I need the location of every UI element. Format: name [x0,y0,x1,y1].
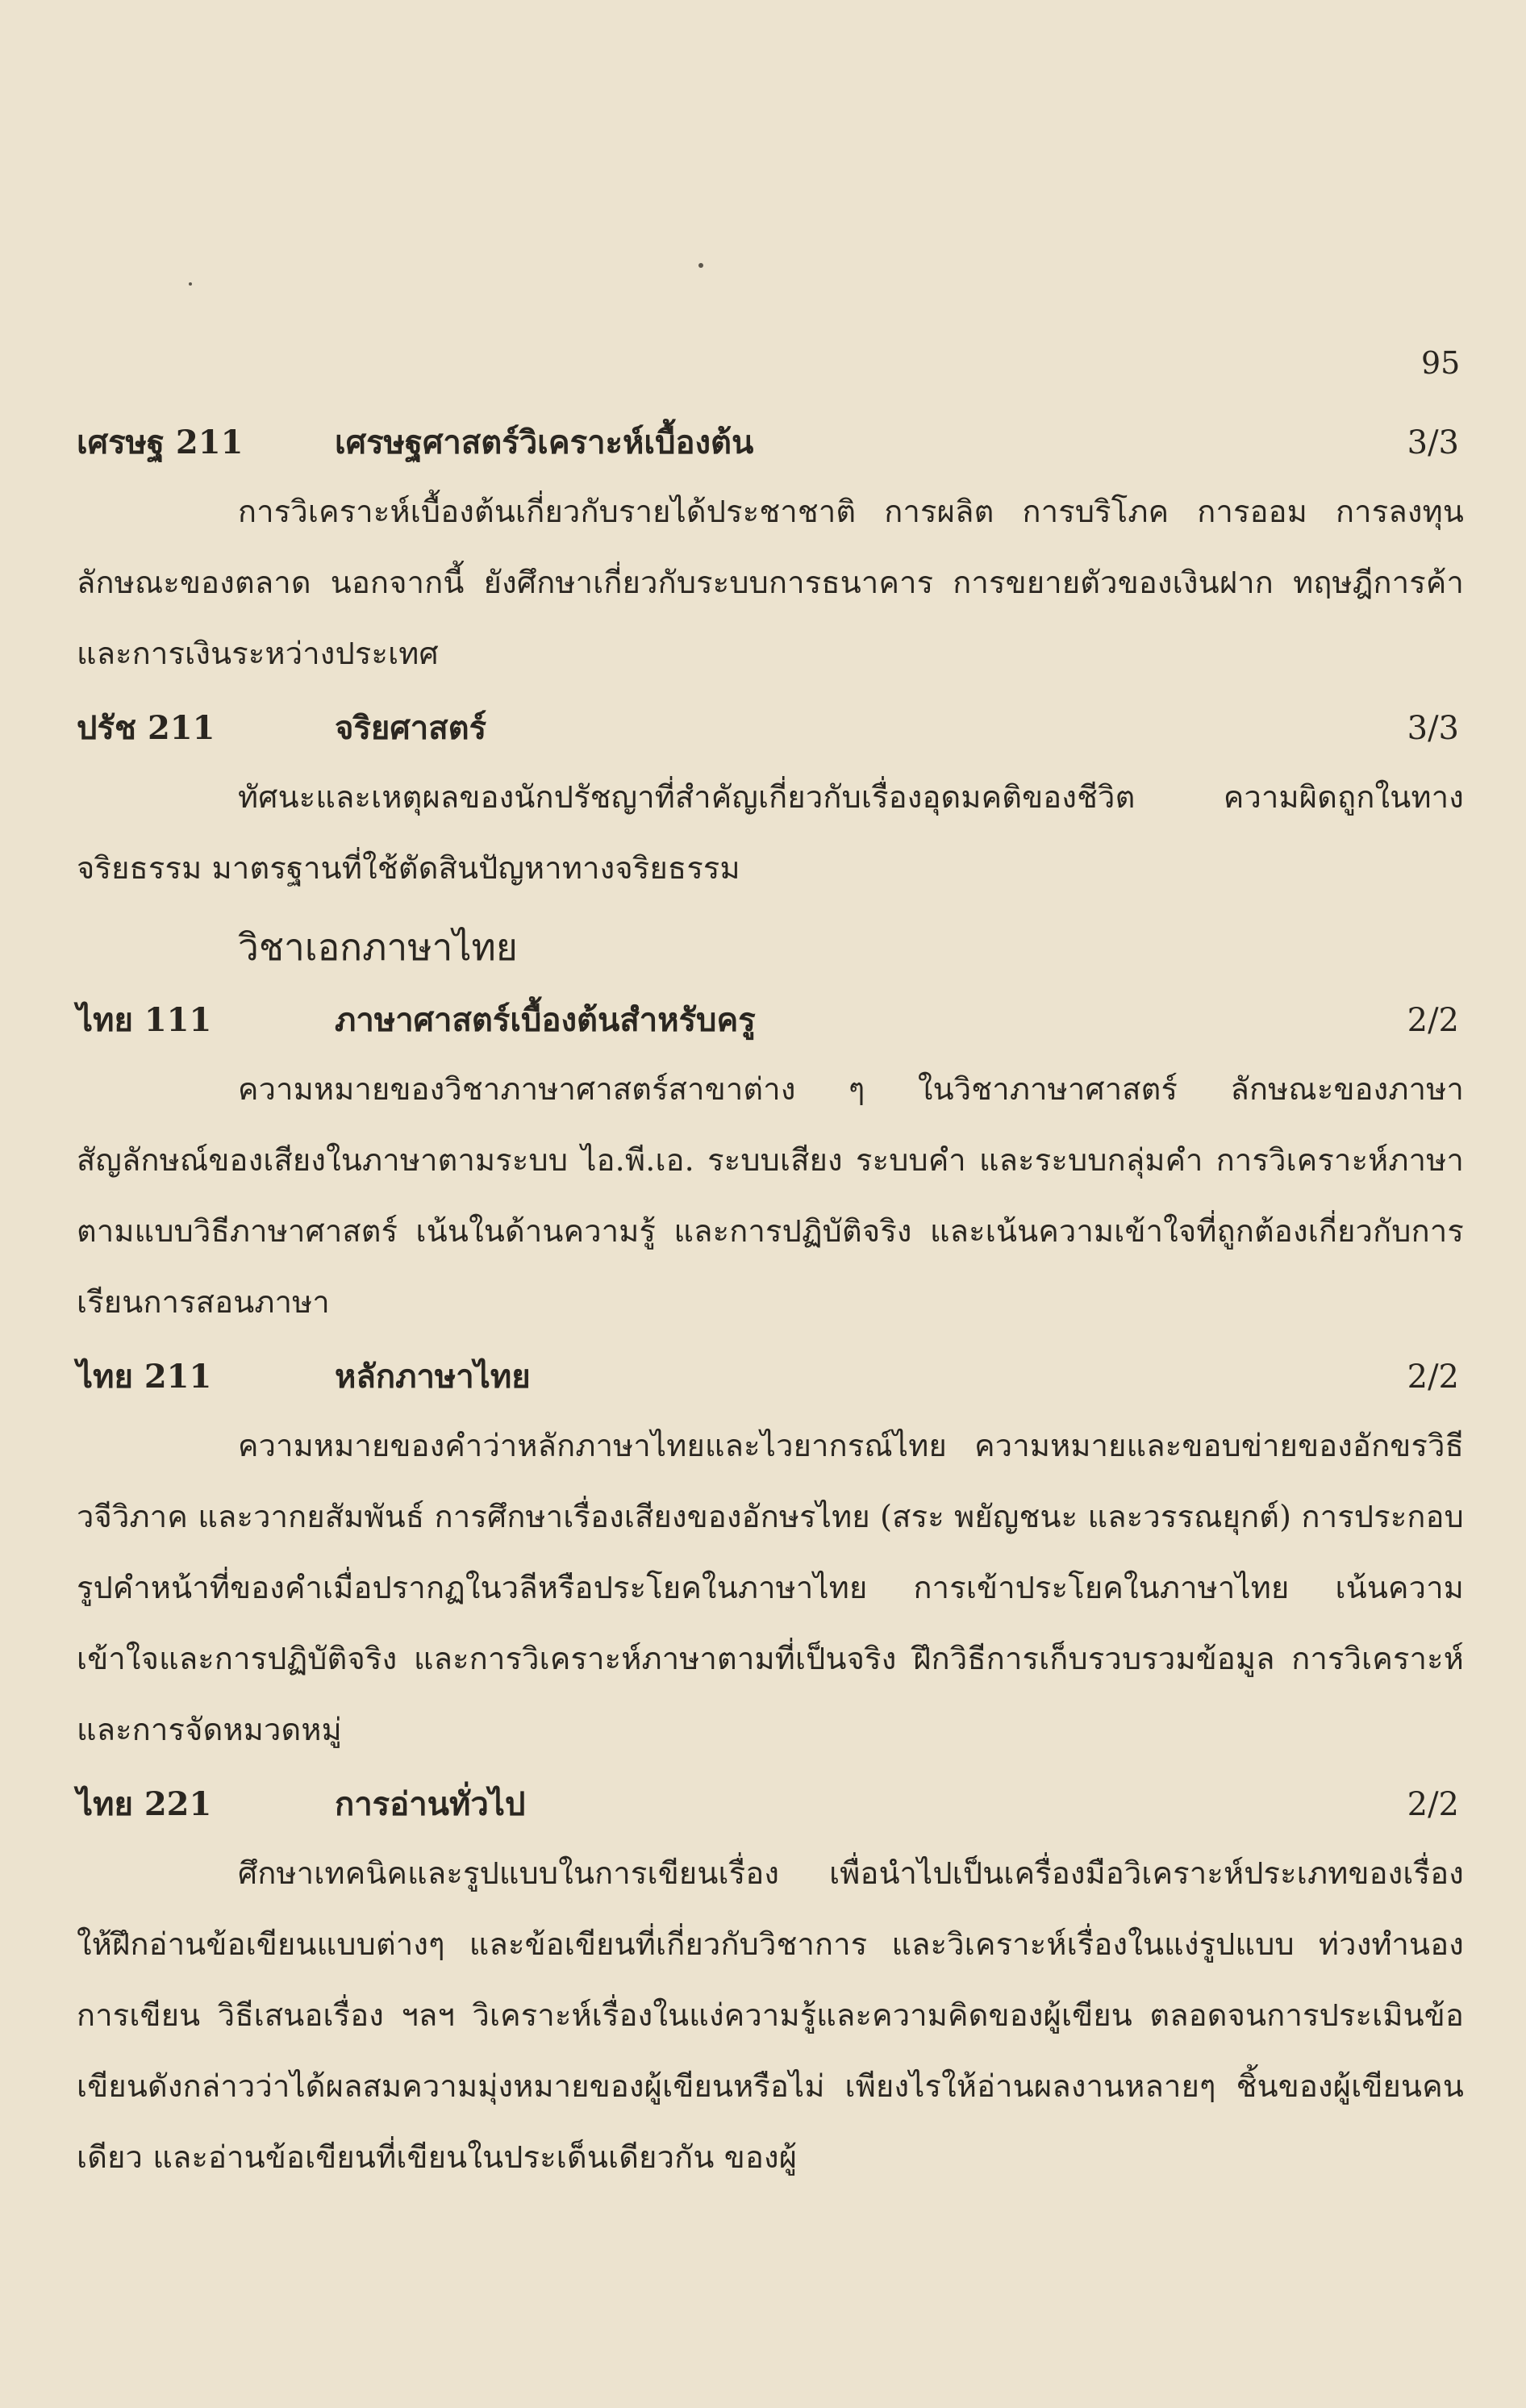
course-title-group [77,987,756,1054]
course-code: ไทย 111 [77,1001,212,1039]
course-credits: 2/2 [1407,1358,1459,1396]
section-heading: วิชาเอกภาษาไทย [238,925,518,969]
course-title-group [77,1344,531,1410]
course-heading [77,410,1464,476]
course-credits: 3/3 [1407,710,1459,747]
course-entry [77,410,1464,689]
course-code: ปรัช 211 [77,709,215,747]
course-code: เศรษฐ 211 [77,424,244,461]
course-heading [77,695,1464,762]
course-credits: 2/2 [1407,1786,1459,1823]
course-title: เศรษฐศาสตร์วิเคราะห์เบื้องต้น [335,424,754,461]
course-heading [77,1772,1464,1838]
course-title: หลักภาษาไทย [335,1358,531,1396]
course-title: จริยศาสตร์ [335,709,487,747]
course-heading [77,987,1464,1054]
course-description: ความหมายของวิชาภาษาศาสตร์สาขาต่าง ๆ ในวิชาภาษาศาสตร์ ลักษณะของภาษา สัญลักษณ์ของเสียงในภาษาตามระบบ ไอ.พี.เอ. ระบบเสียง ระบบคำ และระบบกลุ่มคำ การวิเคราะห์ภาษาตามแบบวิธีภาษาศาสตร์ เน้นในด้านความรู้ และการปฏิบัติจริง และเน้นความเข้าใจที่ถูกต้องเกี่ยวกับการเรียนการสอนภาษา [77,1071,1464,1320]
speck-mark [698,263,703,268]
page-number: 95 [1421,345,1461,381]
speck-mark [189,282,192,286]
course-title-group [77,1772,525,1838]
course-entry [77,1772,1464,2193]
course-credits: 2/2 [1407,1002,1459,1039]
course-description: ทัศนะและเหตุผลของนักปรัชญาที่สำคัญเกี่ยวกับเรื่องอุดมคติของชีวิต ความผิดถูกในทางจริยธรรม มาตรฐานที่ใช้ตัดสินปัญหาทางจริยธรรม [77,779,1464,886]
course-list [77,410,1464,2199]
course-description: ความหมายของคำว่าหลักภาษาไทยและไวยากรณ์ไทย ความหมายและขอบข่ายของอักขรวิธี วจีวิภาค และวากยสัมพันธ์ การศึกษาเรื่องเสียงของอักษรไทย (สระ พยัญชนะ และวรรณยุกต์) การประกอบรูปคำหน้าที่ของคำเมื่อปรากฏในวลีหรือประโยคในภาษาไทย การเข้าประโยคในภาษาไทย เน้นความเข้าใจและการปฏิบัติจริง และการวิเคราะห์ภาษาตามที่เป็นจริง ฝึกวิธีการเก็บรวบรวมข้อมูล การวิเคราะห์และการจัดหมวดหมู่ [77,1428,1464,1747]
course-description: ศึกษาเทคนิคและรูปแบบในการเขียนเรื่อง เพื่อนำไปเป็นเครื่องมือวิเคราะห์ประเภทของเรื่อง ให้ฝึกอ่านข้อเขียนแบบต่างๆ และข้อเขียนที่เกี่ยวกับวิชาการ และวิเคราะห์เรื่องในแง่รูปแบบ ท่วงทำนองการเขียน วิธีเสนอเรื่อง ฯลฯ วิเคราะห์เรื่องในแง่ความรู้และความคิดของผู้เขียน ตลอดจนการประเมินข้อเขียนดังกล่าวว่าได้ผลสมความมุ่งหมายของผู้เขียนหรือไม่ เพียงไรให้อ่านผลงานหลายๆ ชิ้นของผู้เขียนคนเดียว และอ่านข้อเขียนที่เขียนในประเด็นเดียวกัน ของผู้ [77,1855,1464,2175]
course-title: ภาษาศาสตร์เบื้องต้นสำหรับครู [335,1001,756,1039]
course-code: ไทย 221 [77,1785,212,1823]
course-title-group [77,695,486,762]
course-title: การอ่านทั่วไป [335,1785,526,1823]
course-entry [77,1344,1464,1765]
course-code: ไทย 211 [77,1358,212,1396]
course-entry [77,695,1464,904]
course-description: การวิเคราะห์เบื้องต้นเกี่ยวกับรายได้ประชาชาติ การผลิต การบริโภค การออม การลงทุน ลักษณะของตลาด นอกจากนี้ ยังศึกษาเกี่ยวกับระบบการธนาคาร การขยายตัวของเงินฝาก ทฤษฎีการค้า และการเงินระหว่างประเทศ [77,494,1464,671]
course-entry [77,987,1464,1338]
course-credits: 3/3 [1407,424,1459,461]
course-title-group [77,410,753,476]
course-heading [77,1344,1464,1410]
